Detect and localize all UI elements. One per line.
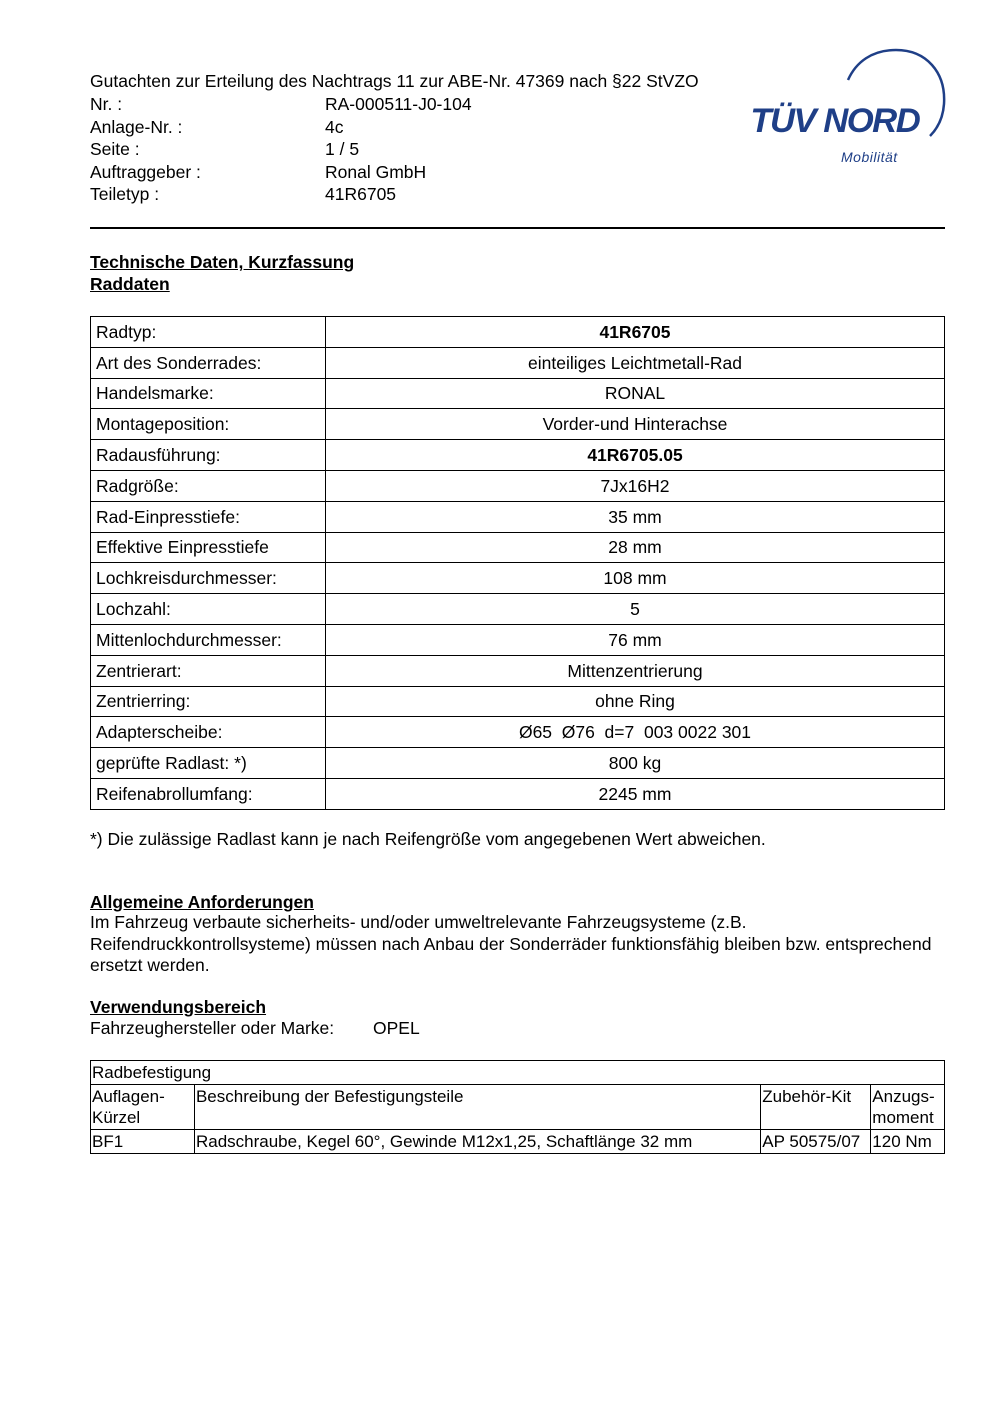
- table-row: [91, 440, 945, 471]
- table-header-row: [91, 1085, 945, 1130]
- spec-value: RONAL: [326, 378, 945, 409]
- spec-value: 41R6705.05: [326, 440, 945, 471]
- spec-value: 7Jx16H2: [326, 470, 945, 501]
- table-row: [91, 748, 945, 779]
- spec-label: Adapterscheibe:: [91, 717, 326, 748]
- meta-label: Anlage-Nr. :: [90, 116, 183, 137]
- spec-value: 800 kg: [326, 748, 945, 779]
- spec-value: 2245 mm: [326, 778, 945, 809]
- table-row: [91, 1130, 945, 1154]
- spec-value: Mittenzentrierung: [326, 655, 945, 686]
- general-requirements-text: Im Fahrzeug verbaute sicherheits- und/oder umweltrelevante Fahrzeugsysteme (z.B. Reifendruckkontrollsysteme) müssen nach Anbau der Sonderräder funktionsfähig bleiben bzw. entsprechend ersetzt werden.: [90, 912, 932, 975]
- spec-value: 28 mm: [326, 532, 945, 563]
- table-row: [91, 347, 945, 378]
- meta-value: Ronal GmbH: [325, 161, 427, 182]
- maker-value: OPEL: [373, 1018, 420, 1038]
- spec-value: ohne Ring: [326, 686, 945, 717]
- table-row: [91, 470, 945, 501]
- spec-label: geprüfte Radlast: *): [91, 748, 326, 779]
- section-heading-raddaten: Raddaten: [90, 274, 170, 294]
- meta-label: Auftraggeber :: [90, 161, 201, 182]
- column-header: Anzugs-moment: [871, 1085, 945, 1130]
- table-row: [91, 686, 945, 717]
- meta-row-teiletyp: [90, 183, 750, 206]
- meta-row-anlage: [90, 116, 750, 139]
- table-row: [91, 378, 945, 409]
- table-row: [91, 594, 945, 625]
- column-header: Beschreibung der Befestigungsteile: [194, 1085, 760, 1130]
- spec-value: Ø65 Ø76 d=7 003 0022 301: [326, 717, 945, 748]
- table-cell: Radschraube, Kegel 60°, Gewinde M12x1,25, Schaftlänge 32 mm: [194, 1130, 760, 1154]
- spec-value: einteiliges Leichtmetall-Rad: [326, 347, 945, 378]
- spec-value: 35 mm: [326, 501, 945, 532]
- meta-value: 4c: [325, 116, 344, 137]
- meta-value: 41R6705: [325, 184, 397, 204]
- spec-value: 76 mm: [326, 624, 945, 655]
- report-header: [90, 70, 750, 206]
- spec-label: Radtyp:: [91, 317, 326, 348]
- meta-row-nr: [90, 93, 750, 116]
- meta-row-auftraggeber: [90, 161, 750, 184]
- logo-subtitle: Mobilität: [841, 149, 898, 165]
- fixing-table-title: Radbefestigung: [91, 1061, 945, 1085]
- spec-label: Radgröße:: [91, 470, 326, 501]
- table-row: [91, 655, 945, 686]
- spec-label: Lochzahl:: [91, 594, 326, 625]
- table-cell: AP 50575/07: [761, 1130, 871, 1154]
- tuev-nord-logo: [748, 46, 948, 170]
- section-heading-usage: Verwendungsbereich: [90, 997, 267, 1017]
- table-row: [91, 778, 945, 809]
- table-row: [91, 532, 945, 563]
- section-heading-tech: Technische Daten, Kurzfassung: [90, 252, 355, 272]
- meta-value: RA-000511-J0-104: [325, 94, 472, 114]
- spec-value: 5: [326, 594, 945, 625]
- spec-label: Montageposition:: [91, 409, 326, 440]
- wheel-fixing-table: [90, 1060, 945, 1154]
- meta-value: 1 / 5: [325, 139, 360, 159]
- meta-label: Seite :: [90, 139, 140, 159]
- report-title: Gutachten zur Erteilung des Nachtrags 11 zur ABE-Nr. 47369 nach §22 StVZO: [90, 71, 699, 91]
- table-cell: 120 Nm: [871, 1130, 945, 1154]
- header-divider: [90, 227, 945, 229]
- spec-label: Effektive Einpresstiefe: [91, 532, 326, 563]
- logo-brand: TÜV NORD: [750, 102, 920, 140]
- spec-label: Reifenabrollumfang:: [91, 778, 326, 809]
- wheel-data-table: [90, 316, 945, 810]
- radlast-footnote: *) Die zulässige Radlast kann je nach Reifengröße vom angegebenen Wert abweichen.: [90, 829, 766, 849]
- spec-label: Rad-Einpresstiefe:: [91, 501, 326, 532]
- column-header: Auflagen-Kürzel: [91, 1085, 195, 1130]
- spec-value: 41R6705: [326, 317, 945, 348]
- table-row: [91, 409, 945, 440]
- table-row: [91, 563, 945, 594]
- spec-label: Zentrierart:: [91, 655, 326, 686]
- spec-value: 108 mm: [326, 563, 945, 594]
- meta-row-seite: [90, 138, 750, 161]
- meta-label: Nr. :: [90, 94, 123, 114]
- spec-label: Mittenlochdurchmesser:: [91, 624, 326, 655]
- column-header: Zubehör-Kit: [761, 1085, 871, 1130]
- table-cell: BF1: [91, 1130, 195, 1154]
- maker-label: Fahrzeughersteller oder Marke:: [90, 1018, 335, 1038]
- table-title-row: [91, 1061, 945, 1085]
- spec-label: Radausführung:: [91, 440, 326, 471]
- spec-label: Zentrierring:: [91, 686, 326, 717]
- spec-label: Art des Sonderrades:: [91, 347, 326, 378]
- table-row: [91, 717, 945, 748]
- meta-label: Teiletyp :: [90, 184, 160, 204]
- spec-label: Lochkreisdurchmesser:: [91, 563, 326, 594]
- section-heading-general: Allgemeine Anforderungen: [90, 892, 314, 912]
- spec-label: Handelsmarke:: [91, 378, 326, 409]
- table-row: [91, 501, 945, 532]
- spec-value: Vorder-und Hinterachse: [326, 409, 945, 440]
- vehicle-maker-row: [90, 1017, 420, 1039]
- table-row: [91, 624, 945, 655]
- table-row: [91, 317, 945, 348]
